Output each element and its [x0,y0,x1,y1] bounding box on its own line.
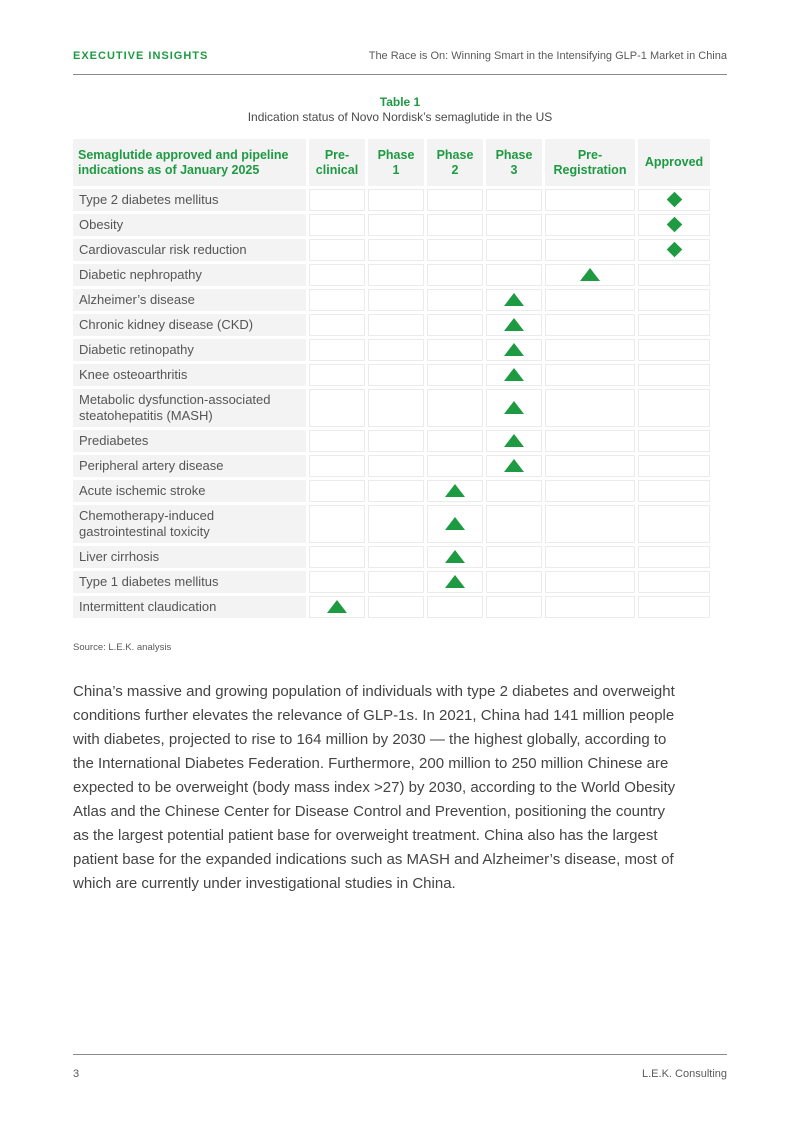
indication-label-line: Type 2 diabetes mellitus [79,192,219,207]
status-cell-prereg [545,430,635,452]
status-cell-phase2 [427,430,483,452]
table-row [73,214,710,236]
stage-triangle-icon [445,550,465,563]
status-cell-prereg [545,546,635,568]
indication-label-line: steatohepatitis (MASH) [79,408,213,423]
status-cell-prereg [545,571,635,593]
status-cell-prereg [545,596,635,618]
indication-label-line: Obesity [79,217,124,232]
table-row [73,264,710,286]
indication-label [73,364,306,386]
status-cell-phase2 [427,480,483,502]
status-cell-prereg [545,505,635,543]
paragraph-line: Atlas and the Chinese Center for Disease Control and Prevention, positioning the country [73,803,666,820]
table-row [73,571,710,593]
status-cell-phase3 [486,364,542,386]
status-cell-prereg [545,364,635,386]
status-cell-phase2 [427,339,483,361]
table-row [73,339,710,361]
status-cell-phase3 [486,430,542,452]
approved-diamond-icon [666,192,682,208]
status-cell-phase2 [427,455,483,477]
column-header-line: 2 [451,162,459,177]
stage-triangle-icon [504,368,524,381]
paragraph-line: conditions further elevates the relevance of GLP-1s. In 2021, China had 141 million people [73,707,675,724]
stage-triangle-icon [504,343,524,356]
status-cell-preclinical [309,389,365,427]
status-cell-preclinical [309,596,365,618]
status-cell-phase1 [368,289,424,311]
stage-triangle-icon [580,268,600,281]
indication-label [73,339,306,361]
indication-status-table [70,136,713,621]
table-row [73,389,710,427]
column-header-phase1 [368,139,424,186]
corner-header [73,139,306,186]
status-cell-phase3 [486,289,542,311]
column-header-preclinical [309,139,365,186]
table-row [73,314,710,336]
status-cell-approved [638,596,710,618]
column-header-line: clinical [315,162,359,177]
column-header-line: Pre- [577,147,603,162]
status-cell-phase1 [368,596,424,618]
column-header-line: Approved [644,155,704,169]
status-cell-phase2 [427,364,483,386]
table-row [73,546,710,568]
column-header-line: Registration [553,162,627,177]
status-cell-approved [638,289,710,311]
status-cell-phase2 [427,264,483,286]
indication-label-line: Chemotherapy-induced [79,508,215,523]
document-title: The Race is On: Winning Smart in the Intensifying GLP-1 Market in China [368,50,727,62]
status-cell-preclinical [309,455,365,477]
stage-triangle-icon [445,575,465,588]
status-cell-phase3 [486,389,542,427]
paragraph-line: expected to be overweight (body mass index >27) by 2030, according to the World Obesity [73,779,676,796]
indication-label-line: Diabetic nephropathy [79,267,202,282]
indication-label-line: Knee osteoarthritis [79,367,188,382]
status-cell-approved [638,389,710,427]
status-cell-phase1 [368,264,424,286]
page-footer [73,1054,727,1085]
status-cell-phase1 [368,455,424,477]
column-header-line: Pre- [324,147,350,162]
status-cell-prereg [545,214,635,236]
corner-header-line: indications as of January 2025 [78,162,260,177]
status-cell-approved [638,364,710,386]
body-paragraph [73,680,733,896]
status-cell-preclinical [309,239,365,261]
status-cell-prereg [545,455,635,477]
status-cell-phase1 [368,189,424,211]
indication-label [73,455,306,477]
stage-triangle-icon [504,459,524,472]
stage-triangle-icon [504,293,524,306]
indication-label [73,571,306,593]
indication-label [73,430,306,452]
indication-label [73,314,306,336]
table-row [73,189,710,211]
status-cell-preclinical [309,480,365,502]
approved-diamond-icon [666,242,682,258]
status-cell-phase1 [368,505,424,543]
page-header [73,50,727,75]
status-cell-phase3 [486,571,542,593]
indication-label-line: gastrointestinal toxicity [79,524,210,539]
table-row [73,289,710,311]
status-cell-phase3 [486,480,542,502]
paragraph-line: the International Diabetes Federation. Furthermore, 200 million to 250 million Chinese are [73,755,669,772]
status-cell-prereg [545,189,635,211]
table-row [73,480,710,502]
status-cell-approved [638,239,710,261]
status-cell-phase3 [486,596,542,618]
table-title: Table 1 [379,95,421,109]
indication-label-line: Chronic kidney disease (CKD) [79,317,254,332]
column-header-line: 1 [392,162,400,177]
stage-triangle-icon [504,318,524,331]
stage-triangle-icon [327,600,347,613]
indication-label [73,239,306,261]
status-cell-prereg [545,339,635,361]
indication-label [73,214,306,236]
status-cell-phase1 [368,480,424,502]
section-label: EXECUTIVE INSIGHTS [73,50,209,62]
status-cell-phase3 [486,505,542,543]
status-cell-preclinical [309,339,365,361]
status-cell-phase1 [368,339,424,361]
table-subtitle: Indication status of Novo Nordisk’s semaglutide in the US [247,110,553,124]
approved-diamond-icon [666,217,682,233]
status-cell-phase1 [368,430,424,452]
status-cell-preclinical [309,364,365,386]
indication-label [73,546,306,568]
status-cell-approved [638,264,710,286]
status-cell-phase2 [427,314,483,336]
indication-label [73,480,306,502]
status-cell-phase3 [486,189,542,211]
column-header-phase3 [486,139,542,186]
status-cell-phase3 [486,264,542,286]
status-cell-approved [638,505,710,543]
column-header-approved [638,139,710,186]
status-cell-phase1 [368,546,424,568]
indication-label-line: Peripheral artery disease [79,458,224,473]
table-row [73,239,710,261]
indication-label-line: Cardiovascular risk reduction [79,242,247,257]
indication-label [73,389,306,427]
status-cell-preclinical [309,214,365,236]
column-header-prereg [545,139,635,186]
stage-triangle-icon [504,401,524,414]
status-cell-phase2 [427,189,483,211]
status-cell-approved [638,214,710,236]
paragraph-line: as the largest potential patient base for overweight treatment. China also has the largest [73,827,658,844]
column-header-line: Phase [377,147,415,162]
table-row [73,364,710,386]
status-cell-phase2 [427,214,483,236]
status-cell-phase3 [486,314,542,336]
status-cell-phase2 [427,289,483,311]
status-cell-approved [638,430,710,452]
status-cell-phase2 [427,389,483,427]
status-cell-phase1 [368,214,424,236]
status-cell-phase3 [486,546,542,568]
status-cell-phase2 [427,571,483,593]
status-cell-preclinical [309,314,365,336]
status-cell-approved [638,339,710,361]
status-cell-phase2 [427,596,483,618]
status-cell-phase3 [486,339,542,361]
corner-header-line: Semaglutide approved and pipeline [78,147,289,162]
status-cell-approved [638,314,710,336]
table-row [73,596,710,618]
column-header-line: 3 [510,162,518,177]
status-cell-phase1 [368,239,424,261]
indication-label-line: Diabetic retinopathy [79,342,194,357]
indication-label [73,189,306,211]
status-cell-preclinical [309,505,365,543]
indication-label-line: Intermittent claudication [79,599,217,614]
status-cell-phase1 [368,571,424,593]
column-header-line: Phase [436,147,474,162]
status-cell-phase1 [368,389,424,427]
status-cell-phase2 [427,239,483,261]
table-header-row [73,139,710,186]
status-cell-phase1 [368,314,424,336]
status-cell-phase2 [427,505,483,543]
paragraph-line: which are currently under investigational studies in China. [73,875,456,892]
stage-triangle-icon [504,434,524,447]
indication-label-line: Acute ischemic stroke [79,483,206,498]
indication-label-line: Prediabetes [79,433,149,448]
status-cell-prereg [545,389,635,427]
status-cell-prereg [545,264,635,286]
indication-label-line: Type 1 diabetes mellitus [79,574,219,589]
stage-triangle-icon [445,484,465,497]
paragraph-line: China’s massive and growing population of individuals with type 2 diabetes and overweight [73,683,675,700]
indication-label-line: Alzheimer’s disease [79,292,195,307]
column-header-line: Phase [495,147,533,162]
status-cell-prereg [545,289,635,311]
indication-label-line: Liver cirrhosis [79,549,160,564]
source-note: Source: L.E.K. analysis [73,642,172,653]
status-cell-approved [638,189,710,211]
status-cell-prereg [545,480,635,502]
status-cell-preclinical [309,289,365,311]
status-cell-phase3 [486,455,542,477]
indication-label [73,596,306,618]
status-cell-approved [638,546,710,568]
indication-label-line: Metabolic dysfunction-associated [79,392,271,407]
table-row [73,430,710,452]
status-cell-prereg [545,314,635,336]
paragraph-line: patient base for the expanded indications such as MASH and Alzheimer’s disease, most of [73,851,674,868]
page-number: 3 [73,1068,80,1080]
status-cell-phase1 [368,364,424,386]
indication-label [73,289,306,311]
indication-label [73,505,306,543]
status-cell-preclinical [309,189,365,211]
paragraph-line: with diabetes, projected to rise to 164 million by 2030 — the highest globally, according to [73,731,667,748]
status-cell-preclinical [309,264,365,286]
status-cell-phase3 [486,239,542,261]
status-cell-approved [638,480,710,502]
status-cell-preclinical [309,546,365,568]
status-cell-preclinical [309,430,365,452]
indication-label [73,264,306,286]
table-row [73,505,710,543]
stage-triangle-icon [445,517,465,530]
column-header-phase2 [427,139,483,186]
status-cell-preclinical [309,571,365,593]
status-cell-approved [638,571,710,593]
status-cell-phase2 [427,546,483,568]
status-cell-approved [638,455,710,477]
status-cell-phase3 [486,214,542,236]
status-cell-prereg [545,239,635,261]
footer-brand: L.E.K. Consulting [642,1068,727,1080]
table-row [73,455,710,477]
